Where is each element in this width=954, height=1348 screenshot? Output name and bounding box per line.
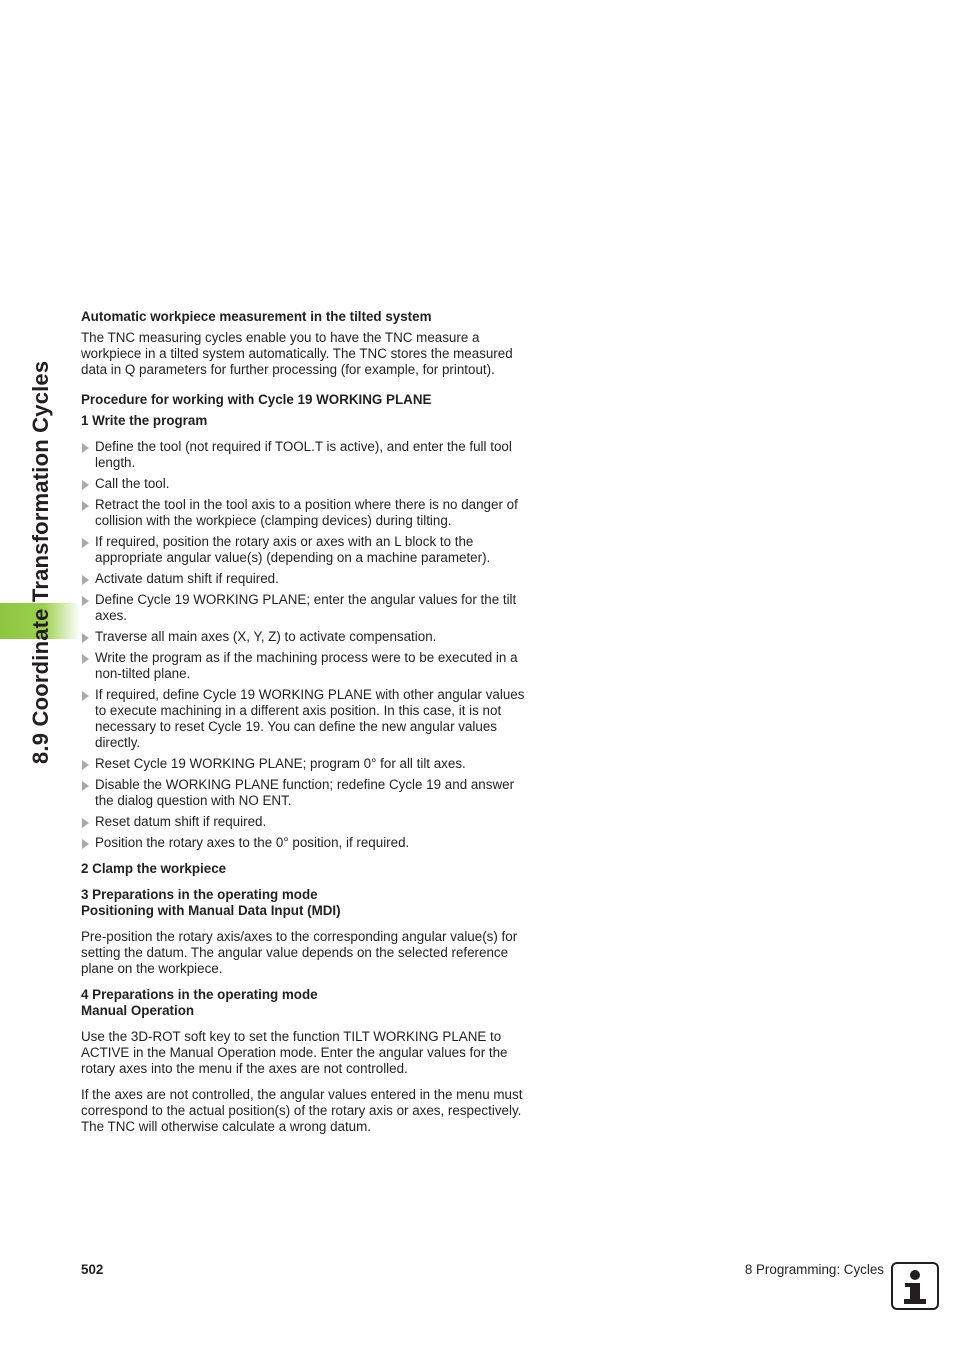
step1-heading: 1 Write the program <box>81 413 208 428</box>
list-item: Activate datum shift if required. <box>81 571 525 587</box>
heading-automatic-measurement: Automatic workpiece measurement in the tilted system <box>81 309 432 324</box>
list-item: Disable the WORKING PLANE function; redefine Cycle 19 and answer the dialog question with NO ENT. <box>81 777 525 809</box>
main-content <box>81 309 525 1135</box>
step1-list <box>81 439 525 851</box>
arrow-right-icon <box>82 691 89 701</box>
arrow-right-icon <box>82 818 89 828</box>
arrow-right-icon <box>82 575 89 585</box>
step4-heading-line2: Manual Operation <box>81 1003 195 1018</box>
list-item: Define the tool (not required if TOOL.T is active), and enter the full tool length. <box>81 439 525 471</box>
list-item: Call the tool. <box>81 476 525 492</box>
info-icon <box>891 1262 939 1310</box>
step4-paragraph-2: If the axes are not controlled, the angular values entered in the menu must correspond to the actual position(s) of the rotary axis or axes, respectively. The TNC will otherwise calculate a wrong datum. <box>81 1087 523 1134</box>
arrow-right-icon <box>82 443 89 453</box>
arrow-right-icon <box>82 654 89 664</box>
step3-heading-line2: Positioning with Manual Data Input (MDI) <box>81 903 341 918</box>
list-item: Retract the tool in the tool axis to a position where there is no danger of collision with the workpiece (clamping devices) during tilting. <box>81 497 525 529</box>
step3-heading-line1: 3 Preparations in the operating mode <box>81 887 318 902</box>
paragraph-automatic-measurement: The TNC measuring cycles enable you to have the TNC measure a workpiece in a tilted system automatically. The TNC stores the measured data in Q parameters for further processing (for example, for printout). <box>81 330 513 377</box>
list-item: If required, define Cycle 19 WORKING PLANE with other angular values to execute machining in a different axis position. In this case, it is not necessary to reset Cycle 19. You can define the new angular values directly. <box>81 687 525 751</box>
arrow-right-icon <box>82 538 89 548</box>
arrow-right-icon <box>82 633 89 643</box>
step2-heading: 2 Clamp the workpiece <box>81 861 227 876</box>
chapter-label: 8 Programming: Cycles <box>744 1262 884 1277</box>
step4-heading-line1: 4 Preparations in the operating mode <box>81 987 318 1002</box>
arrow-right-icon <box>82 760 89 770</box>
arrow-right-icon <box>82 480 89 490</box>
list-item: Position the rotary axes to the 0° position, if required. <box>81 835 525 851</box>
list-item: Write the program as if the machining process were to be executed in a non-tilted plane. <box>81 650 525 682</box>
page-number: 502 <box>81 1262 104 1277</box>
step3-paragraph: Pre-position the rotary axis/axes to the corresponding angular value(s) for setting the datum. The angular value depends on the selected reference plane on the workpiece. <box>81 929 518 976</box>
list-item: If required, position the rotary axis or axes with an L block to the appropriate angular value(s) (depending on a machine parameter). <box>81 534 525 566</box>
list-item: Reset datum shift if required. <box>81 814 525 830</box>
list-item: Reset Cycle 19 WORKING PLANE; program 0° for all tilt axes. <box>81 756 525 772</box>
arrow-right-icon <box>82 501 89 511</box>
section-title: 8.9 Coordinate Transformation Cycles <box>28 360 53 764</box>
heading-procedure: Procedure for working with Cycle 19 WORKING PLANE <box>81 392 432 407</box>
list-item: Traverse all main axes (X, Y, Z) to activate compensation. <box>81 629 525 645</box>
arrow-right-icon <box>82 596 89 606</box>
step4-paragraph-1: Use the 3D-ROT soft key to set the function TILT WORKING PLANE to ACTIVE in the Manual Operation mode. Enter the angular values for the rotary axes into the menu if the axes are not controlled. <box>81 1029 508 1076</box>
arrow-right-icon <box>82 839 89 849</box>
arrow-right-icon <box>82 781 89 791</box>
list-item: Define Cycle 19 WORKING PLANE; enter the angular values for the tilt axes. <box>81 592 525 624</box>
